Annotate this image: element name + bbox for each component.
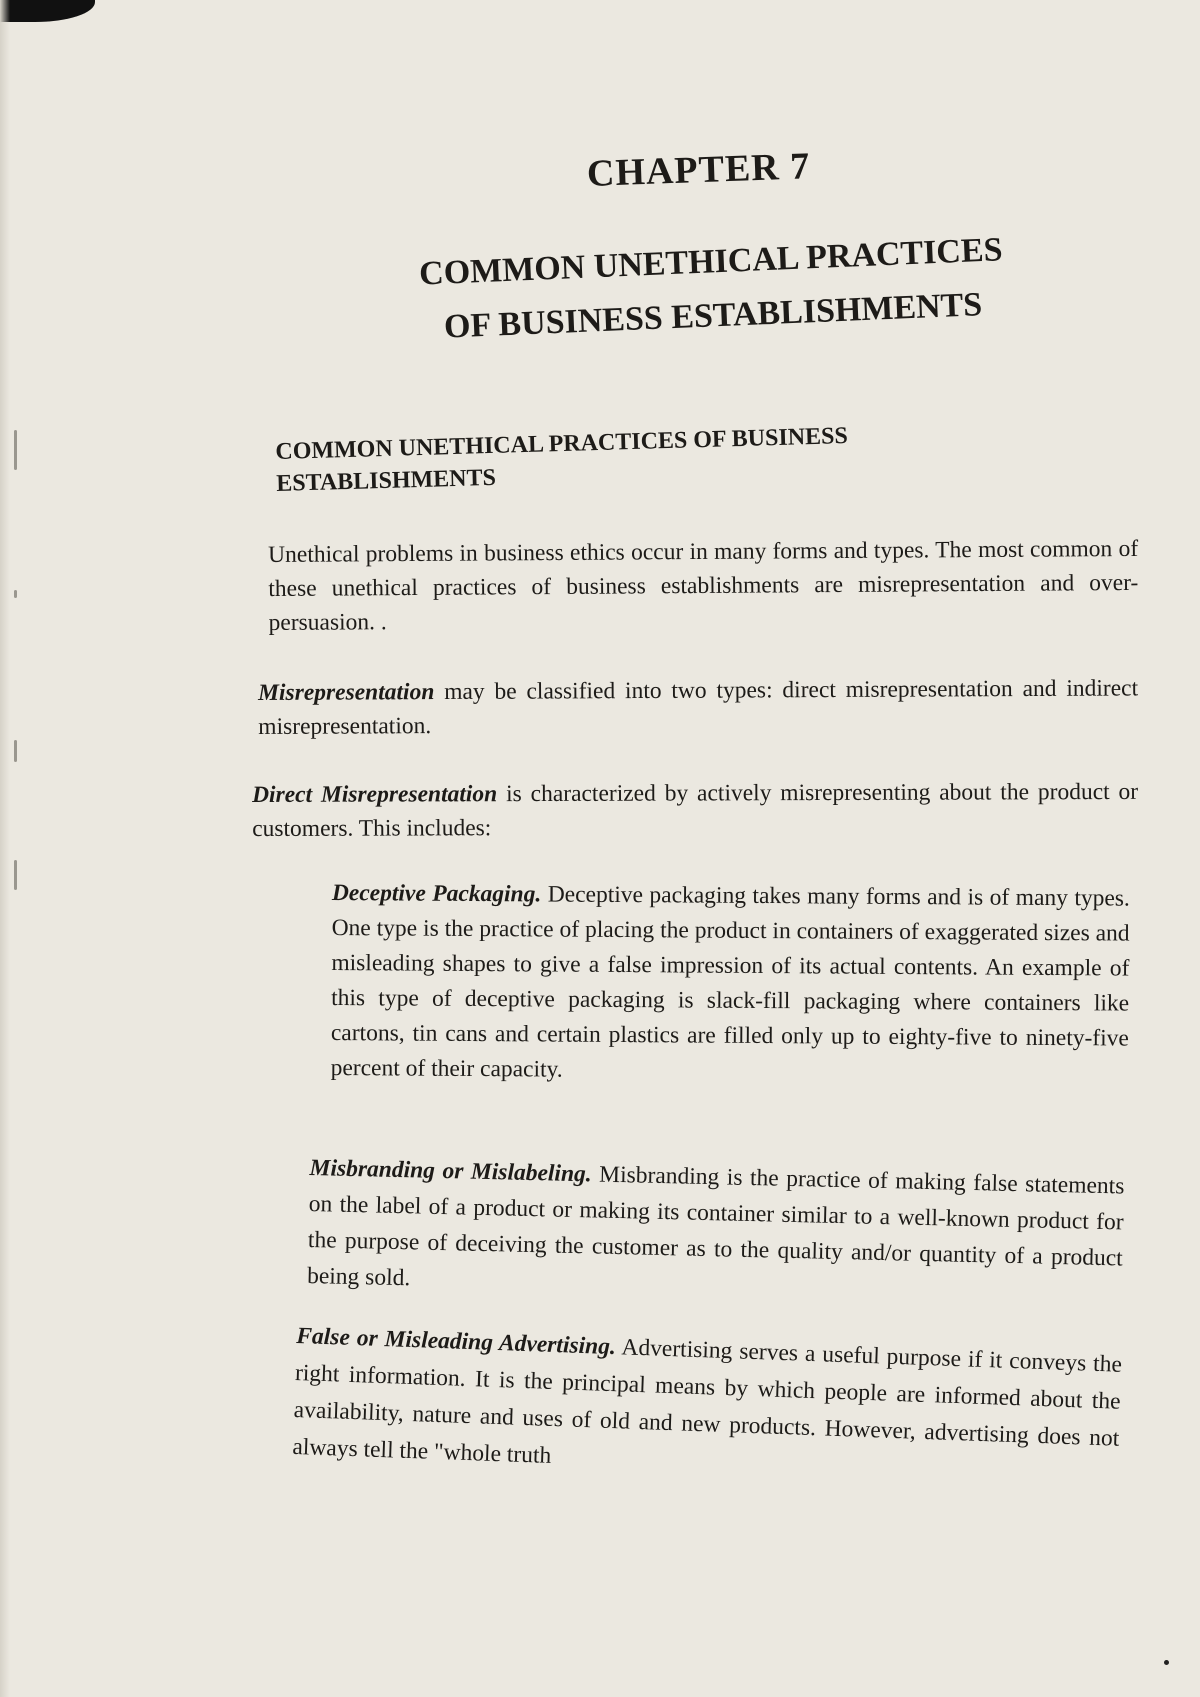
misrepresentation-paragraph: [258, 671, 1138, 744]
chapter-title: [410, 223, 1014, 356]
false-advertising-term: False or Misleading Advertising.: [295, 1322, 617, 1361]
margin-speck: [14, 430, 17, 470]
direct-misrepresentation-paragraph: [252, 775, 1138, 846]
deceptive-packaging-term: Deceptive Packaging.: [331, 879, 542, 908]
page-edge-shading: [0, 0, 10, 1697]
deceptive-packaging-paragraph: [331, 876, 1130, 1092]
deceptive-packaging-text: Deceptive packaging takes many forms and is of many types. One type is the practice of placing the product in containers of exaggerated sizes and misleading shapes to give a false impression of its actual contents. An example of this type of deceptive packaging is slack-fill packaging where containers like cartons, tin cans and certain plastics are filled only up to eighty-five to ninety-five percent of their capacity.: [330, 881, 1130, 1083]
chapter-title-line-1: COMMON UNETHICAL PRACTICES: [418, 231, 1004, 293]
false-advertising-paragraph: [292, 1318, 1123, 1495]
false-advertising-text: Advertising serves a useful purpose if it conveys the right information. It is the principal means by which people are informed about the availability, nature and uses of old and new products. However, advertising does not always tell the "whole truth: [292, 1334, 1123, 1469]
intro-paragraph: Unethical problems in business ethics occur in many forms and types. The most common of these unethical practices of business establishments are misrepresentation and over-persuasion. .: [268, 535, 1139, 636]
direct-misrepresentation-text: is characterized by actively misrepresenting about the product or customers. This includes:: [252, 778, 1139, 842]
misbranding-paragraph: [307, 1150, 1125, 1312]
misbranding-term: Misbranding or Mislabeling.: [309, 1154, 592, 1188]
chapter-label: CHAPTER 7: [586, 145, 811, 195]
page-speck: [1164, 1660, 1169, 1665]
margin-speck: [14, 860, 17, 890]
misbranding-text: Misbranding is the practice of making false statements on the label of a product or making its container similar to a well-known product for the purpose of deceiving the customer as to the quality and/or quantity of a product being sold.: [306, 1161, 1125, 1292]
direct-misrepresentation-term: Direct Misrepresentation: [252, 781, 498, 808]
chapter-title-line-2: OF BUSINESS ESTABLISHMENTS: [443, 286, 983, 346]
margin-speck: [14, 740, 17, 762]
scan-corner-shadow: [0, 0, 95, 22]
misrepresentation-text: may be classified into two types: direct misrepresentation and indirect misrepresentation.: [258, 675, 1139, 740]
margin-speck: [14, 590, 17, 598]
misrepresentation-term: Misrepresentation: [258, 679, 435, 706]
section-heading: COMMON UNETHICAL PRACTICES OF BUSINESS ESTABLISHMENTS: [275, 423, 849, 497]
